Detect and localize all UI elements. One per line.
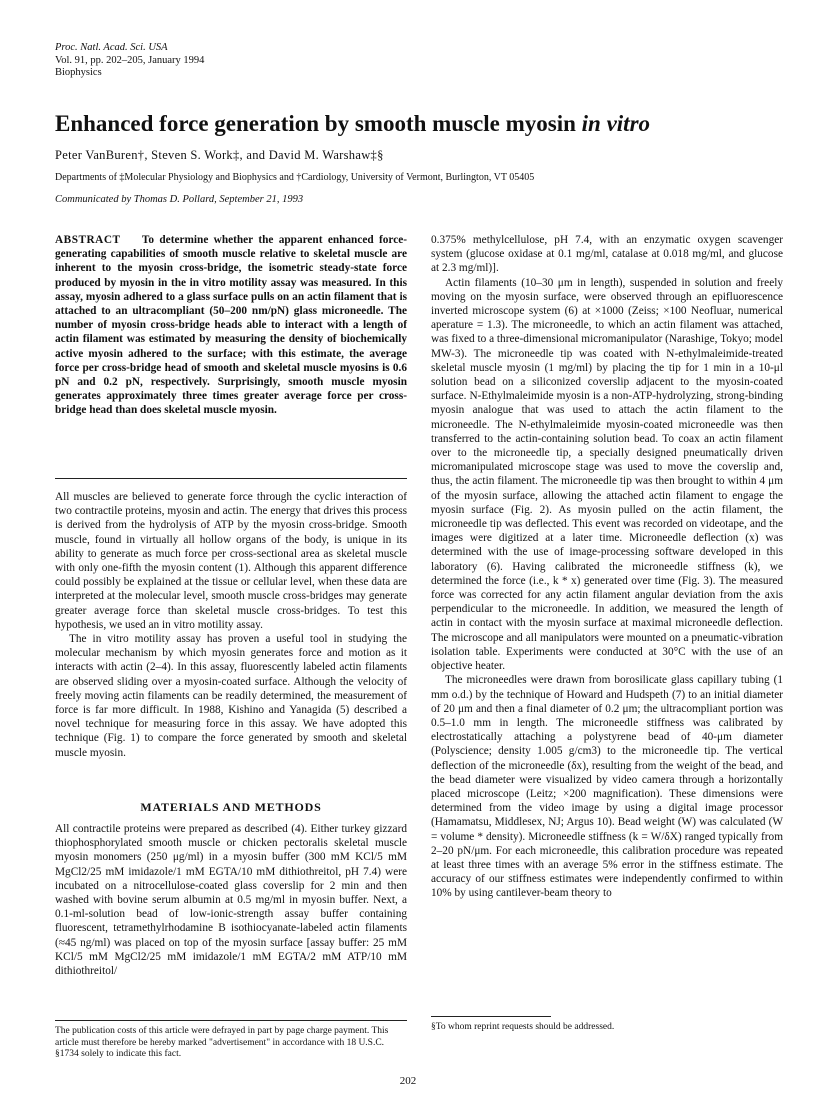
journal-name: Proc. Natl. Acad. Sci. USA	[55, 42, 168, 53]
page-number: 202	[399, 1075, 417, 1087]
abstract-label: ABSTRACT	[55, 234, 121, 246]
title-italic: in vitro	[581, 111, 651, 136]
journal-section: Biophysics	[55, 67, 102, 78]
methods-paragraph-1: All contractile proteins were prepared as described (4). Either turkey gizzard thiophosphorylated smooth muscle or chicken pectoralis skeletal muscle myosin monomers (250 μg/ml) in a myosin buffer (300 mM KCl/5 mM MgCl2/25 mM imidazole/1 mM EGTA/10 mM dithiothreitol, pH 7.4) were incubated on a nitrocellulose-coated glass coverslip for 2 min and then washed with bovine serum albumin at 0.5 mg/ml in myosin buffer. Next, a 0.1-ml-solution bead of low-ionic-strength assay buffer containing fluorescent, tetramethylrhodamine B isothiocyanate-labeled actin filaments (≈45 ng/ml) was placed on top of the myosin surface [assay buffer: 25 mM KCl/5 mM MgCl2/25 mM imidazole/1 mM EGTA/2 mM ATP/10 mM dithiothreitol/	[55, 823, 407, 978]
authors: Peter VanBuren†, Steven S. Work‡, and David M. Warshaw‡§	[55, 148, 384, 162]
article-title	[55, 110, 775, 138]
abstract	[55, 233, 407, 418]
title-main: Enhanced force generation by smooth muscle myosin	[55, 111, 582, 136]
methods-heading: MATERIALS AND METHODS	[140, 800, 322, 814]
journal-volume: Vol. 91, pp. 202–205, January 1994	[55, 54, 205, 66]
abstract-text: To determine whether the apparent enhanced force-generating capabilities of smooth muscle relative to skeletal muscle are inherent to the myosin cross-bridge, the isometric steady-state force produced by myosin in the in vitro motility assay was measured. In this assay, myosin adhered to a glass surface pulls on an actin filament that is attached to an ultracompliant (50–200 nm/pN) glass microneedle. The number of myosin cross-bridge heads able to interact with a length of actin filament was estimated by measuring the density of biochemically active myosin adhered to the surface; with this estimate, the average force per cross-bridge head of smooth and skeletal muscle myosins is 0.6 pN and 0.2 pN, respectively. Surprisingly, smooth muscle myosin generates approximately three times greater average force per cross-bridge head than does skeletal muscle myosin.	[55, 234, 407, 417]
footnote-divider-left	[55, 1020, 407, 1021]
right-column	[431, 233, 783, 901]
methods-section	[55, 822, 407, 978]
right-paragraph-2: Actin filaments (10–30 μm in length), suspended in solution and freely moving on the myosin surface, were observed through an epifluorescence inverted microscope system (6) at ×1000 (Zeiss; ×100 Neofluar, numerical aperature = 1.3). The microneedle, to which an actin filament was attached, was fixed to a three-dimensional micromanipulator (Narashige, Tokyo; model MW-3). The microneedle tip was coated with N-ethylmaleimide-treated skeletal muscle myosin (1 mg/ml) by placing the tip for 1 min in a 10-μl solution bead on a siliconized coverslip adjacent to the myosin-coated surface. N-Ethylmaleimide myosin is a non-ATP-hydrolyzing, strong-binding myosin analogue that was used to attach the actin filament to the microneedle. The N-ethylmaleimide myosin-coated microneedle was then transferred to the actin-containing solution bead. To coax an actin filament over to the microneedle tip, a specially designed pneumatically driven micromanipulated microscope stage was used to move the coverslip and, thus, the actin filament. The microneedle tip was then brought to within 4 μm of the myosin surface, allowing the attached actin filament to engage the myosin surface (Fig. 2). As myosin pulled on the actin filament, the microneedle tip was deflected. This event was recorded on videotape, and the images were digitized at a later time. Microneedle deflection (x) was determined with the use of image-processing software developed in this laboratory (6). Having calibrated the microneedle stiffness (k), we determined the force (i.e., k * x) generated over time (Fig. 3). The measured force was corrected for any actin filament angular deviation from the axis perpendicular to the microneedle. In addition, we measured the length of actin in contact with the myosin surface at maximal microneedle deflection. The microscope and all manipulators were mounted on a pneumatic-vibration isolation table. Experiments were conducted at 30°C with the use of an objective heater.	[431, 276, 783, 673]
right-paragraph-3: The microneedles were drawn from borosilicate glass capillary tubing (1 mm o.d.) by the technique of Howard and Hudspeth (7) to an initial diameter of 20 μm and then a final diameter of 0.2 μm; the ultracompliant portion was 0.5–1.0 mm in length. The microneedle stiffness was calibrated by electrostatically attaching a polystyrene bead of 40-μm diameter (Polyscience; density 1.005 g/cm3) to the microneedle tip. The vertical deflection of the microneedle (δx), resulting from the weight of the bead, and the bead diameter were visualized by video camera through a horizontally placed microscope (Leitz; ×200 magnification). These dimensions were determined from the video image by using a digital image processor (Hamamatsu, Middlesex, NJ; Argus 10). Bead weight (W) was calculated (W = volume * density). Microneedle stiffness (k = W/δX) ranged typically from 2–20 pN/μm. For each microneedle, this calibration procedure was repeated at least three times with an average 5% error in the stiffness estimate. The accuracy of our stiffness estimates were independently confirmed to within 10% by using cantilever-beam theory to	[431, 674, 783, 900]
communicated-by: Communicated by Thomas D. Pollard, September 21, 1993	[55, 194, 304, 205]
introduction	[55, 490, 407, 760]
footnote-reprint-requests: §To whom reprint requests should be addressed.	[431, 1022, 615, 1032]
intro-paragraph-1: All muscles are believed to generate force through the cyclic interaction of two contractile proteins, myosin and actin. The energy that drives this process is derived from the hydrolysis of ATP by the myosin cross-bridge. Smooth muscle, found in virtually all hollow organs of the body, is unique in its ability to generate as much force per cross-sectional area as skeletal muscle with only one-fifth the myosin content (1). Although this apparent difference could possibly be explained at the tissue or cellular level, when these data are interpreted at the molecular level, smooth muscle cross-bridges may generate greater average force than skeletal muscle cross-bridges. To test this hypothesis, we used an in vitro motility assay.	[55, 491, 407, 631]
intro-paragraph-2: The in vitro motility assay has proven a useful tool in studying the molecular mechanism by which myosin generates force and motion as it interacts with actin (2–4). In this assay, fluorescently labeled actin filaments are observed sliding over a myosin-coated surface. Although the velocity of freely moving actin filaments can be readily determined, the measurement of force is far more difficult. In 1988, Kishino and Yanagida (5) described a novel technique for measuring force in this assay. We have adopted this technique (Fig. 1) to compare the force generated by smooth and skeletal muscle myosin.	[55, 633, 407, 759]
affiliation: Departments of ‡Molecular Physiology and Biophysics and †Cardiology, University of Vermont, Burlington, VT 05405	[55, 172, 535, 183]
right-paragraph-1: 0.375% methylcellulose, pH 7.4, with an enzymatic oxygen scavenger system (glucose oxidase at 0.1 mg/ml, catalase at 0.018 mg/ml, and glucose at 2.3 mg/ml)].	[431, 234, 783, 275]
journal-header	[55, 42, 204, 80]
footnote-divider-right	[431, 1016, 551, 1017]
footnote-publication-costs: The publication costs of this article were defrayed in part by page charge payment. This article must therefore be hereby marked "advertisement" in accordance with 18 U.S.C. §1734 solely to indicate this fact.	[55, 1026, 389, 1059]
abstract-divider	[55, 478, 407, 479]
